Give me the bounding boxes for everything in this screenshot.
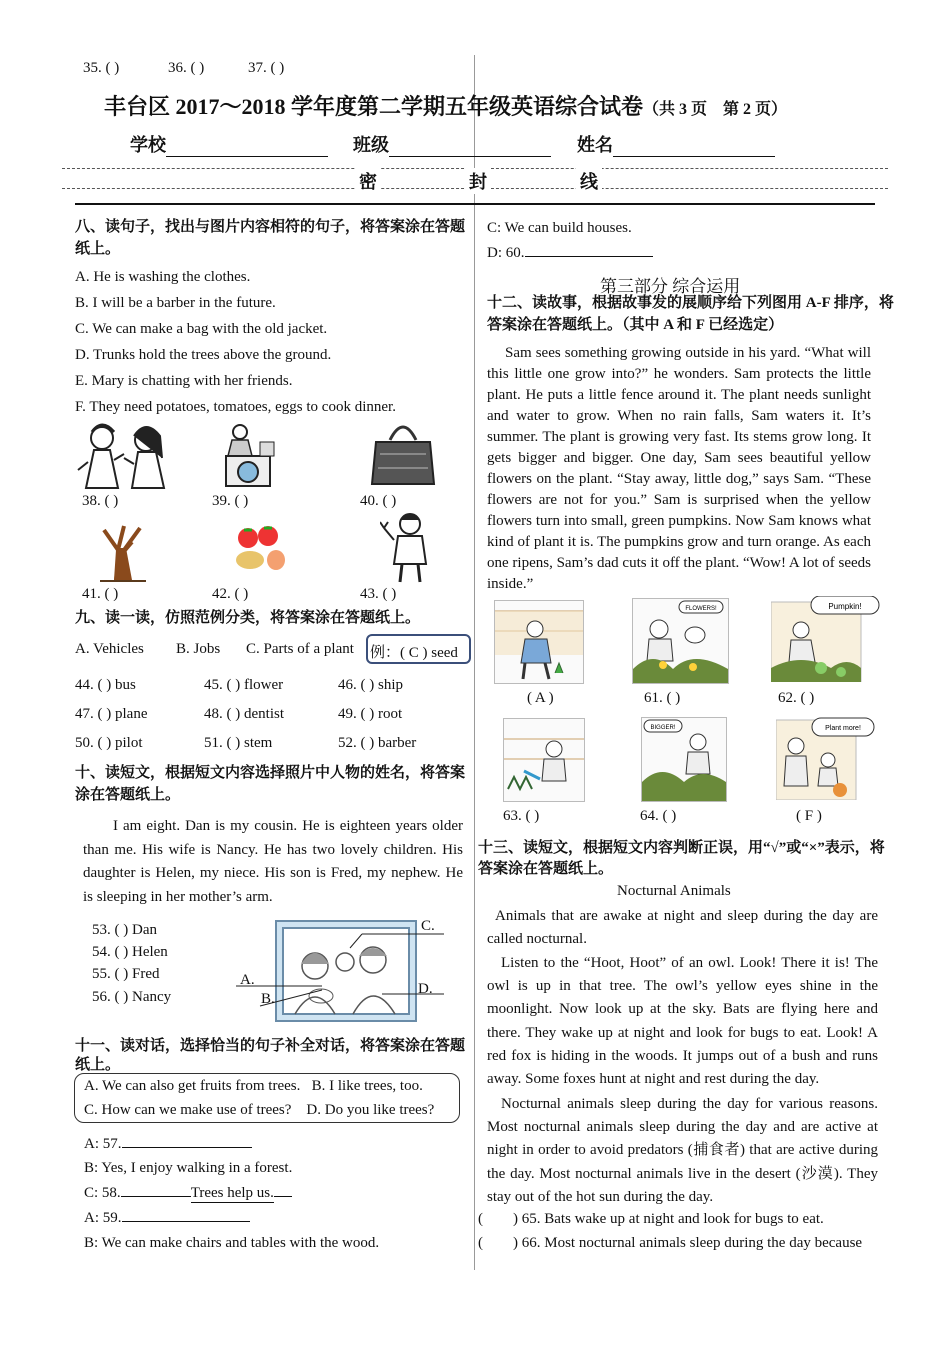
seal-char-2: 封 (465, 168, 491, 194)
name-label: 姓名 (577, 135, 613, 155)
sec9-item-45: 45. ( ) flower (204, 677, 284, 693)
dialog-line-60[interactable] (487, 245, 653, 262)
class-field[interactable] (353, 131, 551, 157)
sec13-para2: Listen to the “Hoot, Hoot” of an owl. Look! There it is! The owl is up in that tree. The owl’s yellow eyes shine in the moonlight. Now look up at the sky. Bats are flying here and there. They wake up at night and look for bugs to eat. Look! A red fox is hiding in the woods. It jumps out of a bush and runs away. Some foxes hunt at night and rest during the day. (487, 955, 878, 1088)
sec9-example: 例：( C ) seed (370, 645, 458, 661)
sec9-cat-c: C. Parts of a plant (246, 641, 354, 657)
story-pic-62 (771, 596, 881, 682)
story-bubble-plant-more: Plant more! (825, 725, 861, 732)
sec13-title: Nocturnal Animals (617, 883, 731, 899)
vegetables-icon (232, 524, 288, 572)
dialog-line-57[interactable] (84, 1136, 252, 1153)
sec8-option-e: E. Mary is chatting with her friends. (75, 373, 293, 389)
tree-trunk-icon (96, 520, 150, 582)
dialog-line-58[interactable] (84, 1185, 292, 1203)
dialog-57-label: A: 57. (84, 1136, 122, 1152)
sec10-item-55: 55. ( ) Fred (92, 966, 160, 982)
sec9-item-47: 47. ( ) plane (75, 706, 148, 722)
story-pic-63 (503, 718, 585, 802)
sec8-option-c: C. We can make a bag with the old jacket. (75, 321, 328, 337)
sec8-option-a: A. He is washing the clothes. (75, 269, 251, 285)
answer-37: 37. ( ) (248, 60, 285, 76)
sec10-item-56: 56. ( ) Nancy (92, 989, 172, 1005)
story-bubble-flowers: FLOWERS! (685, 606, 717, 612)
sec13-para3: Nocturnal animals sleep during the day for various reasons. Most nocturnal animals sleep during the day and are active at night in order to avoid predators (捕食者) that are active during the day. Most nocturnal animals live in the desert (沙漠). They stay out of the hot sun during the day. (487, 1096, 878, 1205)
dialog-line-b2: B: We can make chairs and tables with the wood. (84, 1235, 380, 1251)
part3-title: 第三部分 综合运用 (600, 277, 741, 296)
sec10-heading: 十、读短文，根据短文内容选择照片中人物的姓名，将答案涂在答题纸上。 (75, 765, 466, 803)
exam-title-page: （共 3 页 第 2 页） (643, 101, 788, 118)
sec9-item-51: 51. ( ) stem (204, 735, 273, 751)
dialog-line-c2: C: We can build houses. (487, 220, 632, 236)
sec11-options-row2: C. How can we make use of trees? D. Do you like trees? (84, 1102, 435, 1118)
sec12-heading: 十二、读故事，根据故事发的展顺序给下列图用 A-F 排序，将答案涂在答题纸上。（其中 A 和 F 已经选定） (487, 295, 894, 333)
sec9-cat-a: A. Vehicles (75, 641, 144, 657)
story-pic-61 (632, 598, 729, 684)
sec9-item-50: 50. ( ) pilot (75, 735, 143, 751)
name-field[interactable] (577, 131, 775, 157)
photo-label-b: B. (261, 991, 275, 1007)
sec8-heading: 八、读句子，找出与图片内容相符的句子，将答案涂在答题纸上。 (75, 219, 466, 257)
sec11-options-row1: A. We can also get fruits from trees. B. I like trees, too. (84, 1078, 423, 1094)
sec9-item-44: 44. ( ) bus (75, 677, 136, 693)
sec9-item-48: 48. ( ) dentist (204, 706, 284, 722)
school-field[interactable] (130, 131, 328, 157)
seal-char-1: 密 (355, 168, 381, 194)
sec13-heading: 十三、读短文，根据短文内容判断正误，用“√”或“×”表示，将答案涂在答题纸上。 (478, 840, 885, 877)
washing-machine-icon (218, 422, 278, 488)
story-pic-64 (641, 717, 727, 802)
sec8-item-43: 43. ( ) (360, 586, 397, 602)
sec8-item-40: 40. ( ) (360, 493, 397, 509)
dialog-line-b1: B: Yes, I enjoy walking in a forest. (84, 1160, 293, 1176)
sec9-cat-b: B. Jobs (176, 641, 221, 657)
chatting-girls-icon (74, 418, 174, 490)
sec9-item-49: 49. ( ) root (338, 706, 403, 722)
class-label: 班级 (353, 135, 389, 155)
school-label: 学校 (130, 135, 166, 155)
sec8-item-39: 39. ( ) (212, 493, 249, 509)
sec13-para1: Animals that are awake at night and sleep during the day are called nocturnal. (487, 908, 878, 948)
story-bubble-pumpkin: Pumpkin! (828, 602, 862, 611)
sec8-item-41: 41. ( ) (82, 586, 119, 602)
story-label-a: ( A ) (527, 690, 554, 706)
story-label-64: 64. ( ) (640, 808, 677, 824)
story-pic-f (776, 716, 876, 800)
answer-36: 36. ( ) (168, 60, 205, 76)
dialog-60-label: D: 60. (487, 245, 525, 261)
sec8-option-f: F. They need potatoes, tomatoes, eggs to cook dinner. (75, 399, 396, 415)
sec8-option-b: B. I will be a barber in the future. (75, 295, 276, 311)
sec13-q65: ( ) 65. Bats wake up at night and look for bugs to eat. (478, 1211, 824, 1227)
dialog-58-label: C: 58. (84, 1185, 121, 1201)
exam-title-main: 丰台区 2017～2018 学年度第二学期五年级英语综合试卷 (104, 94, 644, 119)
sec12-passage: Sam sees something growing outside in his yard. “What will this little one grow into?” he wonders. Sam protects the little plant. He puts a little fence around it. The plant needs sunlight and water to grow. When no rain falls, Sam waters it. It’s summer. The plant is growing very fast. Its stems grow long. It gets bigger and bigger. One day, Sam sees beautiful yellow flowers on the plant. “Stay away, little dog,” says Sam. “These flowers are not for you.” Sam is surprised when the yellow flowers turn into small, green pumpkins. Now Sam knows what kind of plant it is. The pumpkins grow and turn orange. As each one ripens, Sam’s dad cuts it off the plant. “Wow! A lot of seeds inside.” (487, 345, 871, 592)
sec10-passage: I am eight. Dan is my cousin. He is eighteen years older than me. His wife is Nancy. He has two lovely children. His daughter is Helen, my niece. His son is Fred, my nephew. He is sleeping in her mother’s arm. (83, 818, 463, 905)
sec11-heading: 十一、读对话，选择恰当的句子补全对话，将答案涂在答题纸上。 (75, 1038, 466, 1073)
exam-title (104, 90, 787, 121)
sec8-item-42: 42. ( ) (212, 586, 249, 602)
sec10-item-53: 53. ( ) Dan (92, 922, 157, 938)
sec13-q66: ( ) 66. Most nocturnal animals sleep during the day because (478, 1235, 863, 1251)
dialog-58-text: Trees help us. (190, 1185, 274, 1201)
sec8-option-d: D. Trunks hold the trees above the ground. (75, 347, 332, 363)
answer-35: 35. ( ) (83, 60, 120, 76)
story-bubble-bigger: BIGGER! (650, 725, 676, 731)
story-label-63: 63. ( ) (503, 808, 540, 824)
barber-icon (380, 510, 440, 584)
sec10-item-54: 54. ( ) Helen (92, 944, 168, 960)
sec8-item-38: 38. ( ) (82, 493, 119, 509)
photo-label-c: C. (421, 918, 435, 934)
story-pic-a (494, 600, 584, 684)
photo-label-d: D. (418, 981, 433, 997)
sec9-heading: 九、读一读，仿照范例分类，将答案涂在答题纸上。 (75, 610, 421, 626)
story-label-62: 62. ( ) (778, 690, 815, 706)
header-rule (75, 203, 875, 205)
sec9-item-46: 46. ( ) ship (338, 677, 403, 693)
dialog-line-59[interactable] (84, 1210, 250, 1227)
dialog-59-label: A: 59. (84, 1210, 122, 1226)
sec9-item-52: 52. ( ) barber (338, 735, 417, 751)
photo-label-a: A. (240, 972, 255, 988)
bag-icon (370, 418, 436, 488)
story-label-61: 61. ( ) (644, 690, 681, 706)
story-label-f: ( F ) (796, 808, 822, 824)
seal-char-3: 线 (576, 168, 602, 194)
